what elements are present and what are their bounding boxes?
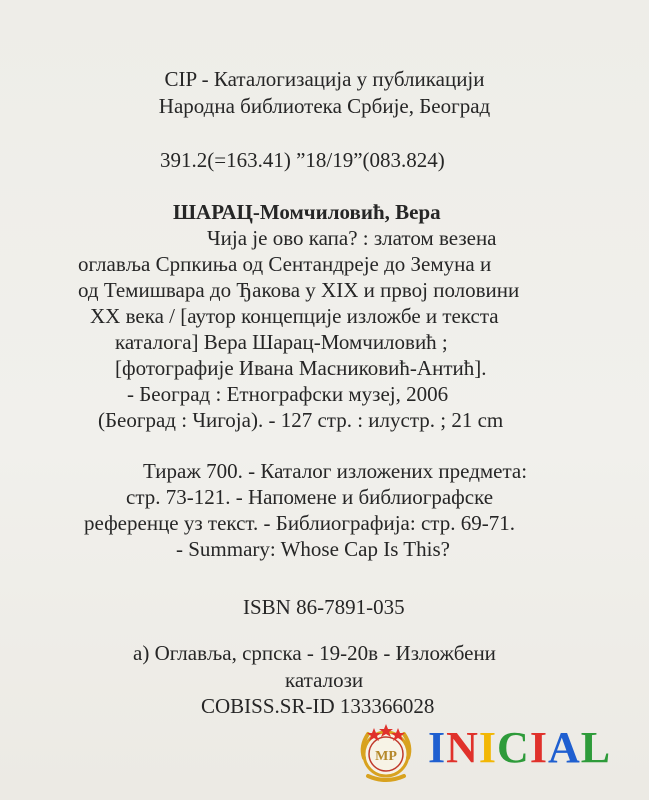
subject-line: каталози [285, 668, 364, 692]
brand-letter: I [529, 723, 548, 772]
isbn: ISBN 86-7891-035 [243, 595, 405, 619]
entry-line: оглавља Српкиња од Сентандреје до Земуна и [78, 252, 492, 276]
entry-line: од Темишвара до Ђакова у XIX и првој половини [78, 278, 520, 302]
author-heading: ШАРАЦ-Момчиловић, Вера [173, 200, 441, 224]
brand-letter: N [446, 723, 479, 772]
cip-library: Народна библиотека Србије, Београд [158, 94, 491, 118]
cip-heading: CIP - Каталогизација у публикацији [164, 67, 485, 91]
cobiss-id: COBISS.SR-ID 133366028 [201, 694, 435, 718]
notes-line: стр. 73-121. - Напомене и библиографске [126, 485, 494, 509]
brand-letter: C [497, 723, 530, 772]
emblem-label: MP [375, 749, 397, 764]
brand-letter: I [478, 723, 498, 772]
entry-line: каталога] Вера Шарац-Момчиловић ; [115, 330, 448, 354]
notes-line: Тираж 700. - Каталог изложених предмета: [143, 459, 528, 483]
entry-line: - Београд : Етнографски музеј, 2006 [127, 382, 449, 406]
inicial-brand-text [428, 724, 611, 772]
laurel-emblem-icon [350, 718, 422, 788]
brand-letter: L [580, 723, 612, 772]
inicial-watermark [350, 718, 640, 788]
notes-line: - Summary: Whose Cap Is This? [176, 537, 450, 561]
notes-line: референце уз текст. - Библиографија: стр. 69-71. [84, 511, 515, 535]
brand-letter: I [428, 723, 447, 772]
brand-letter: A [547, 723, 581, 772]
entry-line: Чија је ово капа? : златом везена [207, 226, 497, 250]
entry-line: XX века / [аутор концепције изложбе и текста [90, 304, 499, 328]
entry-line: (Београд : Чигоја). - 127 стр. : илустр. ; 21 cm [98, 408, 504, 432]
udc-number: 391.2(=163.41) ”18/19”(083.824) [160, 148, 445, 172]
entry-line: [фотографије Ивана Масниковић-Антић]. [115, 356, 487, 380]
subject-line: а) Оглавља, српска - 19-20в - Изложбени [133, 641, 496, 665]
